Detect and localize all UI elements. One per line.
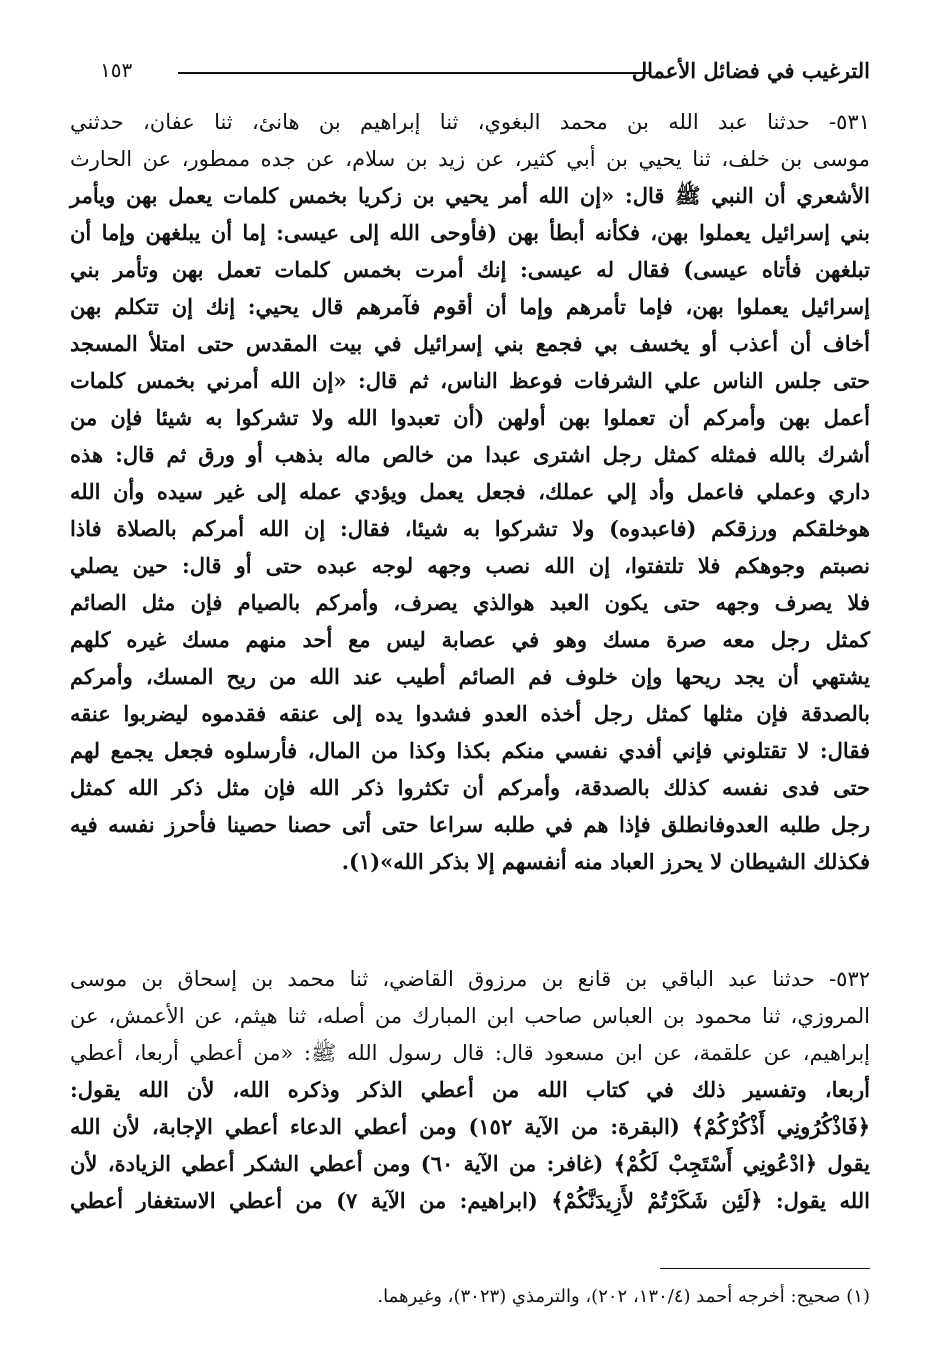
text-line: حتى فدى نفسه كذلك بالصدقة، وأمركم أن تكثروا ذكر الله فإن مثل ذكر الله كمثل: [70, 775, 870, 800]
text-line: يقول ﴿ادْعُونِي أَسْتَجِبْ لَكُمْ﴾ (غافر: من الآية ٦٠) ومن أعطي الشكر أعطي الزيادة، لأن: [70, 1151, 870, 1176]
running-title: الترغيب في فضائل الأعمال: [631, 58, 870, 83]
page-header: [100, 52, 870, 92]
text-line: الأشعري أن النبي ﷺ قال: «إن الله أمر يحيي بن زكريا بخمس كلمات يعمل بهن ويأمر: [70, 183, 870, 208]
text-line: إبراهيم، عن علقمة، عن ابن مسعود قال: قال رسول الله ﷺ: «من أعطي أربعا، أعطي: [70, 1041, 870, 1065]
header-rule: [178, 72, 650, 74]
text-line: رجل طلبه العدوفانطلق فإذا هم في طلبه سراعا حتى أتى حصنا حصينا فأحرز نفسه فيه: [70, 812, 870, 837]
text-line: يشتهي أن يجد ريحها وإن خلوف فم الصائم أطيب عند الله من ريح المسك، وأمركم: [70, 664, 870, 689]
text-line: فلا يصرف وجهه حتى يكون العبد هوالذي يصرف، وأمركم بالصيام فإن مثل الصائم: [70, 590, 870, 615]
text-line: ﴿فَاذْكُرُونِي أَذْكُرْكُمْ﴾ (البقرة: من الآية ١٥٢) ومن أعطي الدعاء أعطي الإجابة، لأن الله: [70, 1114, 871, 1139]
text-line: أشرك بالله فمثله كمثل رجل اشترى عبدا من خالص ماله بذهب أو ورق ثم قال: هذه: [70, 442, 870, 467]
text-line: هوخلقكم ورزقكم (فاعبدوه) ولا تشركوا به شيئا، فقال: إن الله أمركم بالصلاة فاذا: [70, 516, 870, 541]
text-line: بني إسرائيل يعملوا بهن، فكأنه أبطأ بهن (فأوحى الله إلى عيسى: إما أن يبلغهن وإما أن: [70, 220, 870, 245]
text-line: إسرائيل يعملوا بهن، فإما تأمرهم وإما أن أقوم فآمرهم قال يحيي: إنك إن تتكلم بهن: [70, 294, 870, 319]
text-line: أربعا، وتفسير ذلك في كتاب الله من أعطي الذكر وذكره الله، لأن الله يقول:: [70, 1077, 870, 1102]
text-line: المروزي، ثنا محمود بن العباس صاحب ابن المبارك من أصله، ثنا هيثم، عن الأعمش، عن: [70, 1004, 870, 1028]
text-line: الله يقول: ﴿لَئِن شَكَرْتُمْ لأَزِيدَنَّكُمْ﴾ (ابراهيم: من الآية ٧) من أعطي الاستغفار أعطي: [70, 1188, 870, 1213]
text-line: فكذلك الشيطان لا يحرز العباد منه أنفسهم إلا بذكر الله»(١).: [341, 849, 870, 874]
text-line: كمثل رجل معه صرة مسك وهو في عصابة ليس مع أحد منهم مسك غيره كلهم: [70, 627, 870, 652]
text-line: ٥٣٢- حدثنا عبد الباقي بن قانع بن مرزوق القاضي، ثنا محمد بن إسحاق بن موسى: [70, 967, 871, 991]
text-line: أخاف أن أعذب أو يخسف بي فجمع بني إسرائيل في بيت المقدس حتى امتلأ المسجد: [70, 331, 870, 356]
text-line: فقال: لا تقتلوني فإني أفدي نفسي منكم بكذا وكذا من المال، فأرسلوه فجعل يجمع لهم: [70, 738, 870, 763]
footnote: (١) صحيح: أخرجه أحمد (١٣٠/٤، ٢٠٢)، والترمذي (٣٠٢٣)، وغيرهما.: [377, 1286, 870, 1307]
text-line: حتى جلس الناس علي الشرفات فوعظ الناس، ثم قال: «إن الله أمرني بخمس كلمات: [70, 368, 870, 393]
text-line: تبلغهن فأتاه عيسى) فقال له عيسى: إنك أمرت بخمس كلمات تعمل بهن وتأمر بني: [70, 257, 870, 282]
page-number: ١٥٣: [100, 58, 133, 82]
text-line: نصبتم وجوهكم فلا تلتفتوا، إن الله نصب وجهه لوجه عبده حتى أو قال: حين يصلي: [70, 553, 870, 578]
text-line: أعمل بهن وأمركم أن تعملوا بهن أولهن (أن تعبدوا الله ولا تشركوا به شيئا فإن من: [70, 405, 871, 430]
text-line: داري وعملي فاعمل وأد إلي عملك، فجعل يعمل ويؤدي عمله إلى غير سيده وأن الله: [70, 479, 870, 504]
text-line: بالصدقة فإن مثلها كمثل رجل أخذه العدو فشدوا يده إلى عنقه فقدموه ليضربوا عنقه: [70, 701, 870, 726]
text-line: ٥٣١- حدثنا عبد الله بن محمد البغوي، ثنا إبراهيم بن هانئ، ثنا عفان، حدثني: [70, 110, 870, 134]
footnote-divider: [660, 1268, 870, 1269]
text-line: موسى بن خلف، ثنا يحيي بن أبي كثير، عن زيد بن سلام، عن جده ممطور، عن الحارث: [70, 147, 870, 171]
